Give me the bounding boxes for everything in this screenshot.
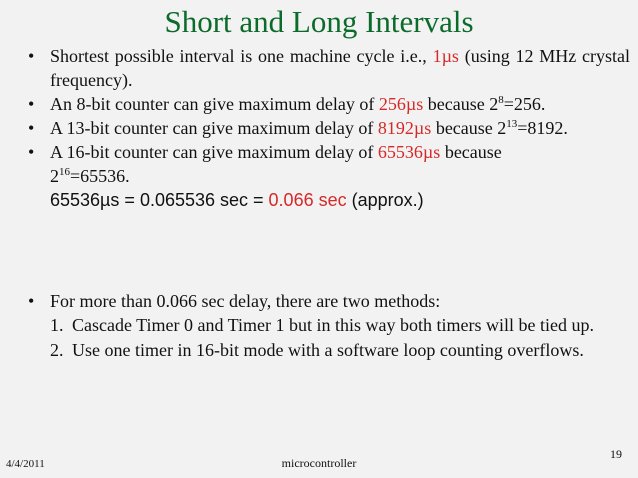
formula-highlight: 0.066 sec xyxy=(268,190,347,210)
highlight-value: 65536µs xyxy=(377,142,441,162)
power-base: 2 xyxy=(50,166,59,186)
bullet-text: Shortest possible interval is one machine cycle i.e., xyxy=(50,46,433,66)
bullet-text: (using 12 MHz crystal frequency). xyxy=(50,46,630,90)
power-result: =65536. xyxy=(70,166,130,186)
bullet-text: For more than 0.066 sec delay, there are two methods: xyxy=(50,291,441,311)
formula-text: 65536µs = 0.065536 sec = xyxy=(50,190,269,210)
method-text: Use one timer in 16-bit mode with a software loop counting overflows. xyxy=(72,340,584,360)
highlight-value: 1µs xyxy=(432,46,459,66)
method-text: Cascade Timer 0 and Timer 1 but in this way both timers will be tied up. xyxy=(72,315,594,335)
highlight-value: 8192µs xyxy=(377,118,432,138)
slide-title: Short and Long Intervals xyxy=(164,4,474,39)
method-item xyxy=(26,313,636,338)
bullet-marker: • xyxy=(28,142,35,162)
power-result: =256. xyxy=(503,94,546,114)
bullet-16bit-counter xyxy=(26,140,630,188)
formula-text: (approx.) xyxy=(346,190,424,210)
method-item xyxy=(26,338,636,363)
bullet-13bit-counter xyxy=(26,116,630,140)
bullet-8bit-counter xyxy=(26,92,630,116)
bullet-marker: • xyxy=(28,291,35,311)
conversion-formula xyxy=(26,188,630,212)
power-exponent: 13 xyxy=(506,118,518,130)
bullet-shortest-interval xyxy=(26,44,630,92)
method-number: 2. xyxy=(50,340,64,360)
method-number: 1. xyxy=(50,315,64,335)
footer-date: 4/4/2011 xyxy=(6,458,45,470)
page-number: 19 xyxy=(610,447,622,461)
power-base: 2 xyxy=(489,94,499,114)
bullet-marker: • xyxy=(28,94,35,114)
highlight-value: 256µs xyxy=(378,94,424,114)
power-base: 2 xyxy=(497,118,507,138)
bullet-text: A 13-bit counter can give maximum delay of xyxy=(50,118,378,138)
power-exponent: 16 xyxy=(59,166,70,178)
bullet-text: because xyxy=(423,94,490,114)
methods-section xyxy=(26,289,636,363)
bullet-text: An 8-bit counter can give maximum delay of xyxy=(50,94,379,114)
footer-title: microcontroller xyxy=(281,456,357,470)
bullet-long-delay xyxy=(26,289,636,313)
bullet-marker: • xyxy=(28,46,35,66)
bullet-list xyxy=(26,44,630,212)
power-result: =8192. xyxy=(517,118,568,138)
bullet-marker: • xyxy=(28,118,35,138)
bullet-text: A 16-bit counter can give maximum delay of xyxy=(50,142,378,162)
bullet-text: because xyxy=(431,118,498,138)
bullet-text: because xyxy=(440,142,502,162)
power-exponent: 8 xyxy=(498,94,504,106)
